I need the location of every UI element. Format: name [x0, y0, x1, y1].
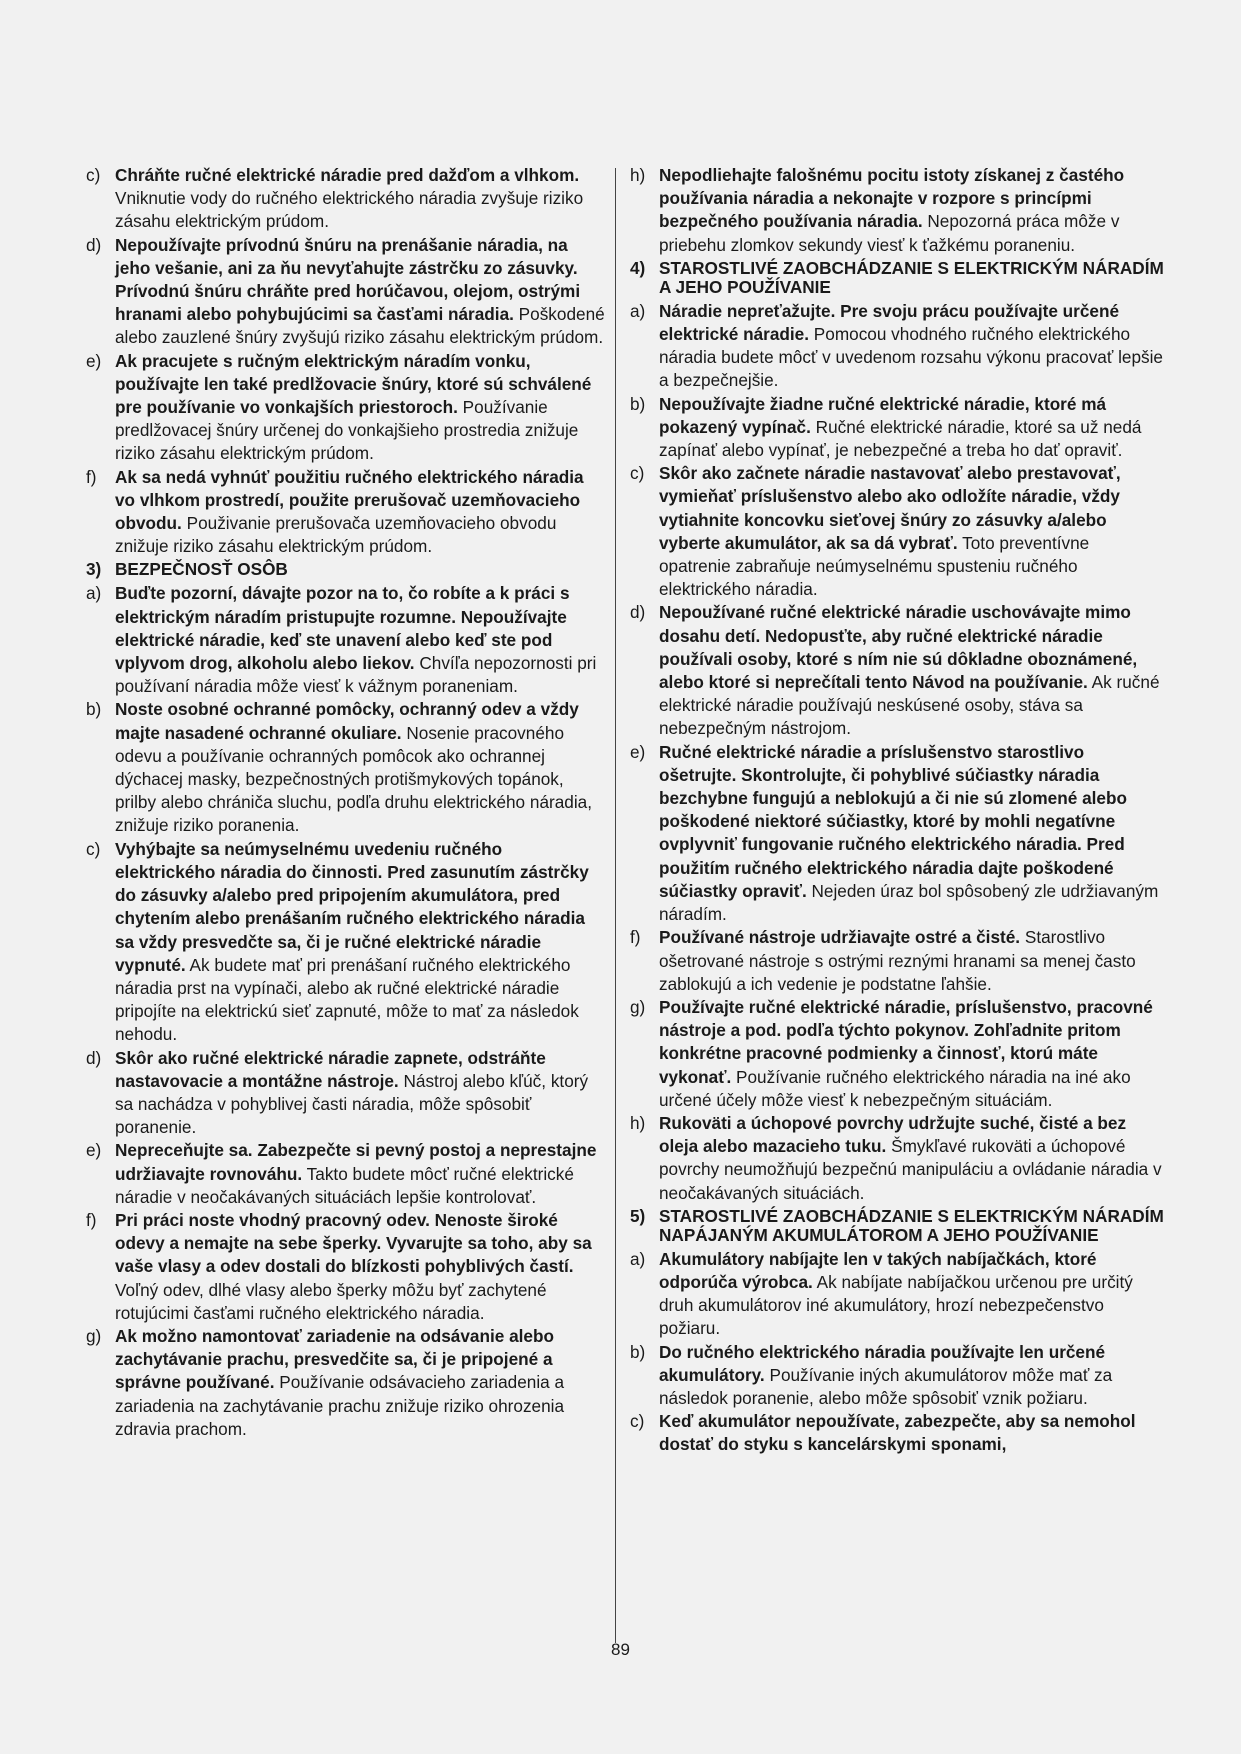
list-item: [630, 741, 1164, 927]
list-item: [86, 350, 606, 466]
item-instruction: Do ručného elektrického náradia používajte len určené akumulátory.: [659, 1341, 1106, 1385]
list-item: [86, 1139, 606, 1209]
left-column: [86, 164, 606, 1441]
item-label: c): [86, 165, 101, 185]
item-instruction: Vyhýbajte sa neúmyselnému uvedeniu ručného elektrického náradia do činnosti. Pred zasunutím zástrčky do zásuvky a/alebo pred pripojením akumulátora, pred chytením alebo prenášaním ručného elektrického náradia sa vždy presvedčte sa, či je ručné elektrické náradie vypnuté.: [115, 838, 589, 975]
list-item: [86, 164, 606, 234]
item-instruction: Akumulátory nabíjajte len v takých nabíjačkách, ktoré odporúča výrobca.: [659, 1248, 1097, 1292]
item-instruction: Nepoužívané ručné elektrické náradie uschovávajte mimo dosahu detí. Nedopusťte, aby ručné elektrické náradie používali osoby, ktoré s ním nie sú dôkladne oboznámené, alebo ktoré si neprečítali tento Návod na používanie.: [659, 602, 1138, 693]
item-label: a): [86, 583, 102, 604]
list-item: [630, 1112, 1164, 1205]
item-explanation: Nepozorná práca môže v priebehu zlomkov sekundy viesť k ťažkému poraneniu.: [659, 211, 1120, 255]
item-instruction: Používajte ručné elektrické náradie, príslušenstvo, pracovné nástroje a pod. podľa týchto pokynov. Zohľadnite pritom konkrétne pracovné podmienky a činnosť, ktorú máte vykonať.: [659, 996, 1153, 1087]
list-item: [86, 582, 606, 698]
list-item: [630, 996, 1164, 1112]
item-explanation: Používanie odsávacieho zariadenia a zariadenia na zachytávanie prachu znižuje riziko ohrozenia zdravia prachom.: [115, 1372, 565, 1439]
item-label: g): [86, 1325, 102, 1346]
section-number: 3): [86, 559, 102, 580]
column-divider: [615, 168, 616, 1643]
section-title: BEZPEČNOSŤ OSÔB: [115, 559, 288, 580]
item-explanation: Ručné elektrické náradie, ktoré sa už nedá zapínať alebo vypínať, je nebezpečné a treba ho dať opraviť.: [659, 416, 1142, 461]
item-instruction: Nepreceňujte sa. Zabezpečte si pevný postoj a neprestajne udržiavajte rovnováhu.: [115, 1140, 597, 1184]
list-item: [86, 466, 606, 559]
item-instruction: Ručné elektrické náradie a príslušenstvo starostlivo ošetrujte. Skontrolujte, či pohyblivé súčiastky náradia bezchybne fungujú a neblokujú a či nie sú zlomené alebo poškodené niektoré súčiastky, ktoré by mohli negatívne ovplyvniť fungovanie ručného elektrického náradia. Pred použitím ručného elektrického náradia dajte poškodené súčiastky opraviť.: [659, 741, 1127, 901]
list-item: [630, 462, 1164, 601]
item-explanation: Použivanie prerušovača uzemňovacieho obvodu znižuje riziko zásahu elektrickým prúdom.: [115, 513, 557, 557]
list-item: [86, 1209, 606, 1325]
item-label: d): [86, 234, 102, 255]
list-item: [86, 1325, 606, 1441]
item-explanation: Používanie predlžovacej šnúry určenej do vonkajšieho prostredia znižuje riziko zásahu elektrickým prúdom.: [115, 397, 579, 464]
item-label: c): [86, 838, 101, 859]
list-item: [630, 601, 1164, 740]
item-label: d): [86, 1047, 102, 1068]
item-explanation: Ak ručné elektrické náradie používajú neskúsené osoby, stáva sa nebezpečným nástrojom.: [659, 672, 1160, 739]
item-instruction: Nepoužívajte prívodnú šnúru na prenášanie náradia, na jeho vešanie, ani za ňu nevyťahujte zástrčku zo zásuvky. Prívodnú šnúru chráňte pred horúčavou, olejom, ostrými hranami alebo pohybujúcimi sa časťami náradia.: [115, 234, 581, 325]
item-label: b): [630, 1341, 646, 1362]
item-instruction: Ak pracujete s ručným elektrickým náradím vonku, používajte len také predlžovacie šnúry, ktoré sú schválené pre používanie vo vonkajších priestoroch.: [115, 350, 592, 418]
section-heading: [630, 259, 1164, 297]
item-label: h): [630, 165, 646, 185]
item-explanation: Starostlivo ošetrované nástroje s ostrými reznými hranami sa menej často zablokujú a ich vedenie je podstatne ľahšie.: [659, 927, 1136, 994]
list-item: [630, 926, 1164, 996]
item-explanation: Chvíľa nepozornosti pri používaní náradia môže viesť k vážnym poraneniam.: [115, 653, 597, 697]
item-instruction: Ak možno namontovať zariadenie na odsávanie alebo zachytávanie prachu, presvedčite sa, či je pripojené a správne používané.: [115, 1325, 554, 1393]
item-instruction: Buďte pozorní, dávajte pozor na to, čo robíte a k práci s elektrickým náradím pristupujte rozumne. Nepoužívajte elektrické náradie, keď ste unavení alebo keď ste pod vplyvom drog, alkoholu alebo liekov.: [115, 583, 570, 674]
item-label: d): [630, 602, 646, 623]
item-explanation: Poškodené alebo zauzlené šnúry zvyšujú riziko zásahu elektrickým prúdom.: [115, 304, 605, 348]
item-explanation: Toto preventívne opatrenie zabraňuje neúmyselnému spusteniu ručného elektrického náradia.: [659, 532, 1090, 600]
item-explanation: Používanie ručného elektrického náradia na iné ako určené účely môže viesť k nebezpečným situáciám.: [659, 1066, 1131, 1110]
item-label: b): [86, 699, 102, 720]
item-explanation: Takto budete môcť ručné elektrické náradie v neočakávaných situáciách lepšie kontrolovať.: [115, 1163, 574, 1207]
item-explanation: Šmykľavé rukoväti a úchopové povrchy neumožňujú bezpečnú manipuláciu a ovládanie náradia v neočakávaných situáciách.: [659, 1136, 1162, 1203]
item-instruction: Nepodliehajte falošnému pocitu istoty získanej z častého používania náradia a nekonajte v rozpore s princípmi bezpečného používania náradia.: [659, 165, 1125, 232]
section-number: 4): [630, 257, 646, 278]
item-label: h): [630, 1112, 646, 1133]
list-item: [86, 838, 606, 1047]
item-instruction: Rukoväti a úchopové povrchy udržujte suché, čisté a bez oleja alebo mazacieho tuku.: [659, 1112, 1127, 1157]
item-explanation: Voľný odev, dlhé vlasy alebo šperky môžu byť zachytené rotujúcimi časťami ručného elektrického náradia.: [115, 1279, 547, 1323]
item-instruction: Používané nástroje udržiavajte ostré a čisté.: [659, 927, 1021, 948]
list-item: [630, 1341, 1164, 1411]
item-label: e): [630, 741, 646, 762]
item-label: c): [630, 1411, 645, 1432]
item-explanation: Nejeden úraz bol spôsobený zle udržiavaným náradím.: [659, 880, 1159, 925]
right-column: [630, 164, 1164, 1457]
list-item: [630, 1248, 1164, 1341]
section-number: 5): [630, 1205, 646, 1226]
section-title: STAROSTLIVÉ ZAOBCHÁDZANIE S ELEKTRICKÝM NÁRADÍM A JEHO POUŽÍVANIE: [659, 257, 1164, 297]
item-label: f): [630, 927, 641, 948]
list-item: [86, 1047, 606, 1140]
list-item: [86, 234, 606, 350]
item-explanation: Ak budete mať pri prenášaní ručného elektrického náradia prst na vypínači, alebo ak ručné elektrické náradie pripojíte na elektrickú sieť zapnuté, môže to mať za následok nehodu.: [115, 954, 579, 1045]
list-item: [630, 1410, 1164, 1456]
item-label: f): [86, 466, 97, 487]
item-explanation: Nástroj alebo kľúč, ktorý sa nachádza v pohyblivej časti náradia, môže spôsobiť poranenie.: [115, 1070, 589, 1138]
item-label: g): [630, 996, 646, 1017]
section-heading: [630, 1207, 1164, 1245]
item-instruction: Nepoužívajte žiadne ručné elektrické náradie, ktoré má pokazený vypínač.: [659, 393, 1107, 437]
item-label: e): [86, 350, 102, 371]
item-instruction: Náradie nepreťažujte. Pre svoju prácu používajte určené elektrické náradie.: [659, 300, 1120, 345]
item-instruction: Skôr ako začnete náradie nastavovať alebo prestavovať, vymieňať príslušenstvo alebo ako odložíte náradie, vždy vytiahnite koncovku sieťovej šnúry zo zásuvky a/alebo vyberte akumulátor, ak sa dá vybrať.: [659, 463, 1121, 553]
page-number: 89: [611, 1640, 630, 1659]
item-label: e): [86, 1140, 102, 1161]
list-item: [86, 698, 606, 837]
item-explanation: Vniknutie vody do ručného elektrického náradia zvyšuje riziko zásahu elektrickým prúdom.: [115, 188, 584, 232]
list-item: [630, 300, 1164, 393]
item-instruction: Noste osobné ochranné pomôcky, ochranný odev a vždy majte nasadené ochranné okuliare.: [115, 699, 579, 743]
item-label: a): [630, 1248, 646, 1269]
item-label: b): [630, 393, 646, 414]
item-instruction: Ak sa nedá vyhnúť použitiu ručného elektrického náradia vo vlhkom prostredí, použite prerušovač uzemňovacieho obvodu.: [115, 466, 584, 534]
section-title: STAROSTLIVÉ ZAOBCHÁDZANIE S ELEKTRICKÝM NÁRADÍM NAPÁJANÝM AKUMULÁTOROM A JEHO POUŽÍVANIE: [659, 1205, 1164, 1245]
item-explanation: Nosenie pracovného odevu a používanie ochranných pomôcok ako ochrannej dýchacej masky, bezpečnostných protišmykových topánok, prilby alebo chrániča sluchu, podľa druhu elektrického náradia, znižuje riziko poranenia.: [115, 722, 593, 836]
item-label: c): [630, 463, 645, 484]
item-explanation: Ak nabíjate nabíjačkou určenou pre určitý druh akumulátorov iné akumulátory, hrozí nebezpečenstvo požiaru.: [659, 1271, 1133, 1339]
item-instruction: Chráňte ručné elektrické náradie pred dažďom a vlhkom.: [115, 165, 580, 185]
item-instruction: Pri práci noste vhodný pracovný odev. Nenoste široké odevy a nemajte na sebe šperky. Vyvarujte sa toho, aby sa vaše vlasy a odev dostali do blízkosti pohyblivých častí.: [115, 1209, 592, 1277]
section-heading: [86, 560, 606, 579]
item-label: a): [630, 300, 646, 321]
item-explanation: Pomocou vhodného ručného elektrického náradia budete môcť v uvedenom rozsahu výkonu pracovať lepšie a bezpečnejšie.: [659, 324, 1163, 391]
item-instruction: Keď akumulátor nepoužívate, zabezpečte, aby sa nemohol dostať do styku s kancelárskymi sponami,: [659, 1411, 1136, 1455]
list-item: [630, 164, 1164, 257]
list-item: [630, 393, 1164, 463]
item-label: f): [86, 1209, 97, 1230]
item-instruction: Skôr ako ručné elektrické náradie zapnete, odstráňte nastavovacie a montážne nástroje.: [115, 1047, 546, 1091]
item-explanation: Používanie iných akumulátorov môže mať za následok poranenie, alebo môže spôsobiť vznik požiaru.: [659, 1364, 1113, 1408]
